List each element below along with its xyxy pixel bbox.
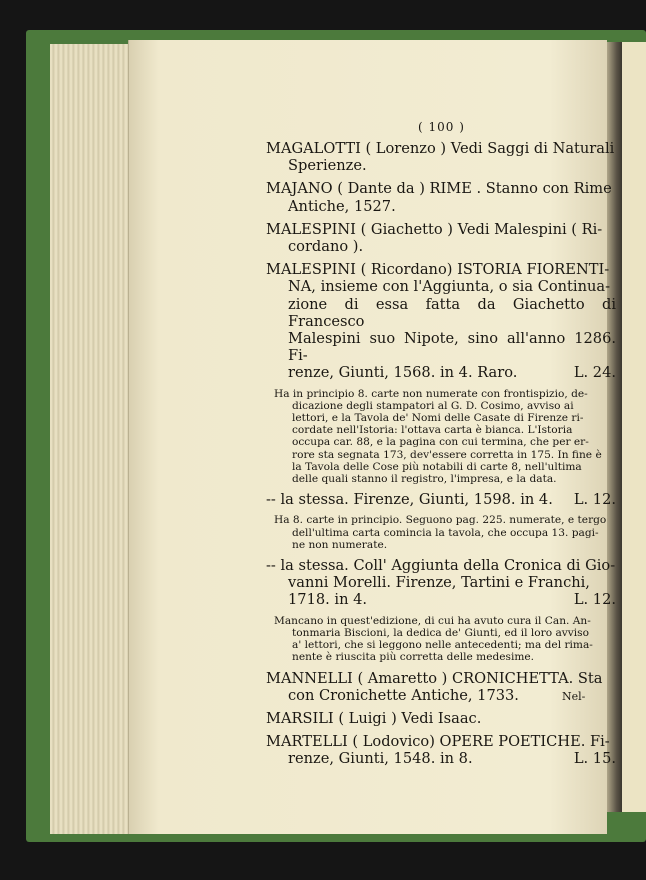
note-stessa-1718 xyxy=(274,615,616,664)
entry-malespini-giachetto xyxy=(266,221,616,255)
note-line: lettori, e la Tavola de' Nomi delle Casate di Firenze ri- xyxy=(292,412,584,425)
entry-stessa-1718 xyxy=(266,557,616,609)
catchword: Nel- xyxy=(562,690,586,703)
note-malespini-ricordano xyxy=(274,388,616,486)
note-line: Ha in principio 8. carte non numerate con frontispizio, de- xyxy=(274,387,588,400)
entry-martelli xyxy=(266,733,616,767)
facing-page xyxy=(618,42,646,812)
price: L. 12. xyxy=(573,491,616,509)
entry-majano xyxy=(266,180,616,214)
note-line: Mancano in quest'edizione, di cui ha avuto cura il Can. An- xyxy=(274,614,591,627)
note-line: Ha 8. carte in principio. Seguono pag. 225. numerate, e tergo xyxy=(274,514,607,527)
entry-line xyxy=(266,491,616,508)
entry-line: Sperienze. xyxy=(288,157,367,175)
page-text xyxy=(266,140,616,774)
note-stessa-1598 xyxy=(274,514,616,551)
entry-line: MARSILI ( Luigi ) Vedi Isaac. xyxy=(266,709,482,727)
price: L. 15. xyxy=(573,750,616,768)
note-line: dicazione degli stampatori al G. D. Cosimo, avviso ai xyxy=(292,399,574,412)
entry-line: MALESPINI ( Giachetto ) Vedi Malespini ( Ri- xyxy=(266,220,603,238)
entry-line: MAGALOTTI ( Lorenzo ) Vedi Saggi di Naturali xyxy=(266,140,615,157)
entry-line: Antiche, 1527. xyxy=(288,197,396,215)
entry-line-text: 1718. in 4. xyxy=(288,591,368,609)
entry-line: zione di essa fatta da Giachetto di Francesco xyxy=(288,295,616,330)
note-line: occupa car. 88, e la pagina con cui termina, che per er- xyxy=(292,436,589,449)
price: L. 12. xyxy=(573,591,616,609)
page-edges xyxy=(50,44,140,834)
entry-line: vanni Morelli. Firenze, Tartini e Franchi, xyxy=(288,574,590,592)
entry-line: -- la stessa. Coll' Aggiunta della Cronica di Gio- xyxy=(266,557,616,575)
entry-line-text: -- la stessa. Firenze, Giunti, 1598. in 4. xyxy=(266,491,553,509)
note-line: rore sta segnata 173, dev'essere corretta in 175. In fine è xyxy=(292,448,602,461)
entry-line: MALESPINI ( Ricordano) ISTORIA FIORENTI- xyxy=(266,261,610,279)
note-line: ne non numerate. xyxy=(292,538,388,551)
entry-magalotti xyxy=(266,140,616,174)
entry-line: MARTELLI ( Lodovico) OPERE POETICHE. Fi- xyxy=(266,733,610,751)
note-line: cordate nell'Istoria: l'ottava carta è bianca. L'Istoria xyxy=(292,424,573,437)
entry-stessa-1598 xyxy=(266,491,616,508)
page-number: ( 100 ) xyxy=(418,120,465,134)
entry-marsili xyxy=(266,710,616,727)
note-line: la Tavola delle Cose più notabili di carte 8, nell'ultima xyxy=(292,460,582,473)
note-line: dell'ultima carta comincia la tavola, che occupa 13. pagi- xyxy=(292,526,599,539)
note-line: delle quali stanno il registro, l'impresa, e la data. xyxy=(292,473,557,486)
entry-line-text: renze, Giunti, 1568. in 4. Raro. xyxy=(288,364,518,382)
entry-line xyxy=(266,364,616,381)
entry-line: MAJANO ( Dante da ) RIME . Stanno con Rime xyxy=(266,180,612,198)
price: L. 24. xyxy=(573,364,616,382)
entry-line: Malespini suo Nipote, sino all'anno 1286. Fi- xyxy=(288,330,616,365)
entry-line: con Cronichette Antiche, 1733. xyxy=(288,686,519,704)
entry-line xyxy=(266,750,616,767)
entry-line: cordano ). xyxy=(288,238,364,256)
note-line: a' lettori, che si leggono nelle antecedenti; ma del rima- xyxy=(292,639,593,652)
note-line: nente è riuscita più corretta delle medesime. xyxy=(292,651,535,664)
entry-line xyxy=(266,591,616,608)
entry-line: NA, insieme con l'Aggiunta, o sia Continua- xyxy=(288,278,611,296)
entry-line-text: renze, Giunti, 1548. in 8. xyxy=(288,750,473,768)
note-line: tonmaria Biscioni, la dedica de' Giunti, ed il loro avviso xyxy=(292,626,589,639)
entry-malespini-ricordano xyxy=(266,261,616,381)
entry-line: MANNELLI ( Amaretto ) CRONICHETTA. Sta xyxy=(266,669,603,687)
